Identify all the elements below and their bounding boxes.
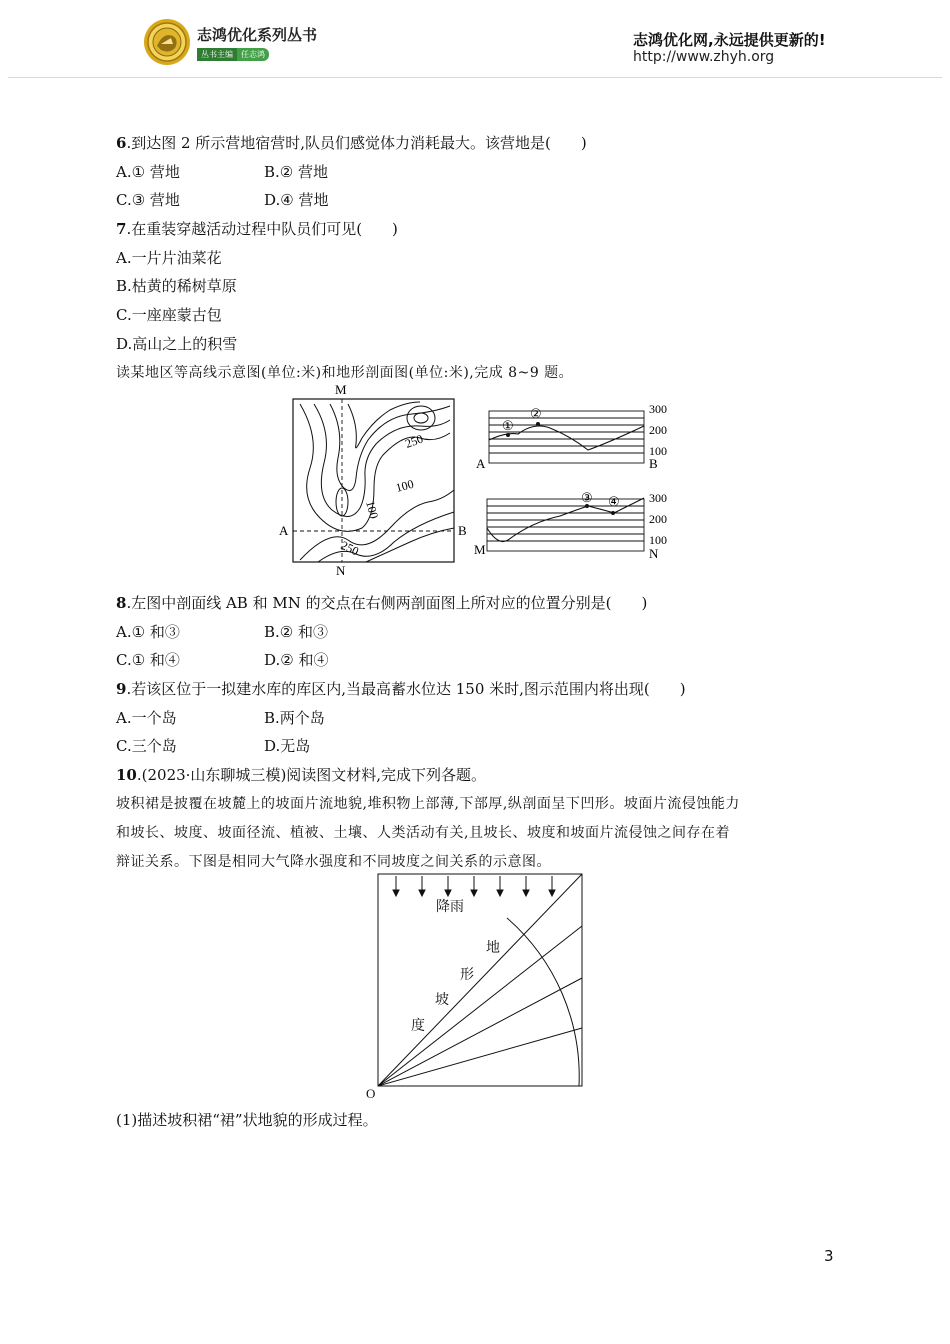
slogan: 志鸿优化网,永远提供更新的!	[633, 31, 826, 49]
rain-label: 降雨	[436, 900, 464, 915]
question-7-option-d[interactable]: D.高山之上的积雪	[116, 335, 238, 353]
point-label-3: ③	[581, 490, 593, 505]
slope-rain-figure	[360, 868, 596, 1102]
ab-label-b: B	[649, 456, 658, 471]
question-8-option-c[interactable]: C.① 和④	[116, 651, 180, 669]
intro-8-9: 读某地区等高线示意图(单位:米)和地形剖面图(单位:米),完成 8~9 题。	[116, 365, 574, 381]
mn-profile	[487, 498, 644, 551]
contour-value: 100	[394, 476, 416, 495]
series-logo	[143, 18, 191, 66]
question-8-option-b[interactable]: B.② 和③	[264, 623, 329, 641]
contour-line	[314, 404, 450, 517]
profile-point	[611, 511, 615, 515]
contour-line	[330, 404, 450, 490]
contour-value: 250	[338, 538, 361, 559]
ab-tick-200: 200	[649, 423, 667, 437]
chief-editor-name: 任志鸿	[237, 48, 269, 61]
mn-label-m: M	[474, 542, 486, 557]
question-7-stem: 7.在重装穿越活动过程中队员们可见( )	[116, 220, 398, 238]
map-label-m: M	[335, 382, 347, 397]
slope-lines	[378, 874, 582, 1086]
question-9-stem: 9.若该区位于一拟建水库的库区内,当最高蓄水位达 150 米时,图示范围内将出现( )	[116, 680, 686, 698]
contour-value: 100	[363, 499, 382, 521]
ab-tick-300: 300	[649, 402, 667, 416]
question-7-option-b[interactable]: B.枯黄的稀树草原	[116, 277, 237, 295]
question-8-stem: 8.左图中剖面线 AB 和 MN 的交点在右侧两剖面图上所对应的位置分别是( )	[116, 594, 648, 612]
map-label-b: B	[458, 523, 467, 538]
contour-line	[414, 413, 428, 423]
header	[0, 0, 950, 80]
question-9-option-b[interactable]: B.两个岛	[264, 709, 325, 727]
ab-tick-100: 100	[649, 444, 667, 458]
question-9-option-d[interactable]: D.无岛	[264, 737, 311, 755]
site-url[interactable]: http://www.zhyh.org	[633, 49, 775, 65]
header-divider	[8, 77, 942, 78]
slope-char: 形	[460, 968, 474, 983]
question-9-option-c[interactable]: C.三个岛	[116, 737, 177, 755]
page-number: 3	[824, 1247, 834, 1265]
origin-label: O	[366, 1086, 376, 1101]
material-line-1: 坡积裙是披覆在坡麓上的坡面片流地貌,堆积物上部薄,下部厚,纵剖面呈下凹形。坡面片流侵蚀能力	[116, 796, 740, 812]
question-6-option-d[interactable]: D.④ 营地	[264, 191, 329, 209]
material-line-2: 和坡长、坡度、坡面径流、植被、土壤、人类活动有关,且坡长、坡度和坡面片流侵蚀之间存在着	[116, 825, 730, 841]
contour-figure	[270, 378, 690, 580]
contour-line	[366, 528, 454, 562]
mn-tick-200: 200	[649, 512, 667, 526]
slope-char: 地	[486, 941, 500, 956]
editor-badge	[197, 48, 269, 61]
question-6-stem: 6.到达图 2 所示营地宿营时,队员们感觉体力消耗最大。该营地是( )	[116, 134, 587, 152]
mn-tick-100: 100	[649, 533, 667, 547]
question-10-sub-1: (1)描述坡积裙“裙”状地貌的形成过程。	[116, 1111, 378, 1129]
point-label-2: ②	[530, 406, 542, 421]
question-7-option-c[interactable]: C.一座座蒙古包	[116, 306, 222, 324]
question-6-option-a[interactable]: A.① 营地	[116, 163, 180, 181]
map-label-a: A	[279, 523, 289, 538]
ab-label-a: A	[476, 456, 486, 471]
point-label-1: ①	[502, 418, 514, 433]
mn-tick-300: 300	[649, 491, 667, 505]
chief-editor-label: 丛书主编	[197, 48, 237, 61]
profile-point	[536, 422, 540, 426]
question-8-option-d[interactable]: D.② 和④	[264, 651, 329, 669]
slope-arc	[507, 918, 579, 1086]
series-title: 志鸿优化系列丛书	[197, 26, 318, 44]
question-6-option-c[interactable]: C.③ 营地	[116, 191, 180, 209]
question-7-option-a[interactable]: A.一片片油菜花	[116, 249, 222, 267]
question-10-stem: 10.(2023·山东聊城三模)阅读图文材料,完成下列各题。	[116, 766, 487, 784]
question-6-option-b[interactable]: B.② 营地	[264, 163, 329, 181]
slope-char: 坡	[435, 993, 449, 1008]
profile-point	[506, 433, 510, 437]
point-label-4: ④	[608, 494, 620, 509]
slope-char: 度	[411, 1019, 425, 1034]
rain-arrows	[393, 876, 555, 896]
question-8-option-a[interactable]: A.① 和③	[116, 623, 180, 641]
material-line-3: 辩证关系。下图是相同大气降水强度和不同坡度之间关系的示意图。	[116, 854, 551, 870]
mn-label-n: N	[649, 546, 659, 561]
question-9-option-a[interactable]: A.一个岛	[116, 709, 177, 727]
contour-value: 250	[403, 431, 425, 451]
map-label-n: N	[336, 563, 346, 578]
